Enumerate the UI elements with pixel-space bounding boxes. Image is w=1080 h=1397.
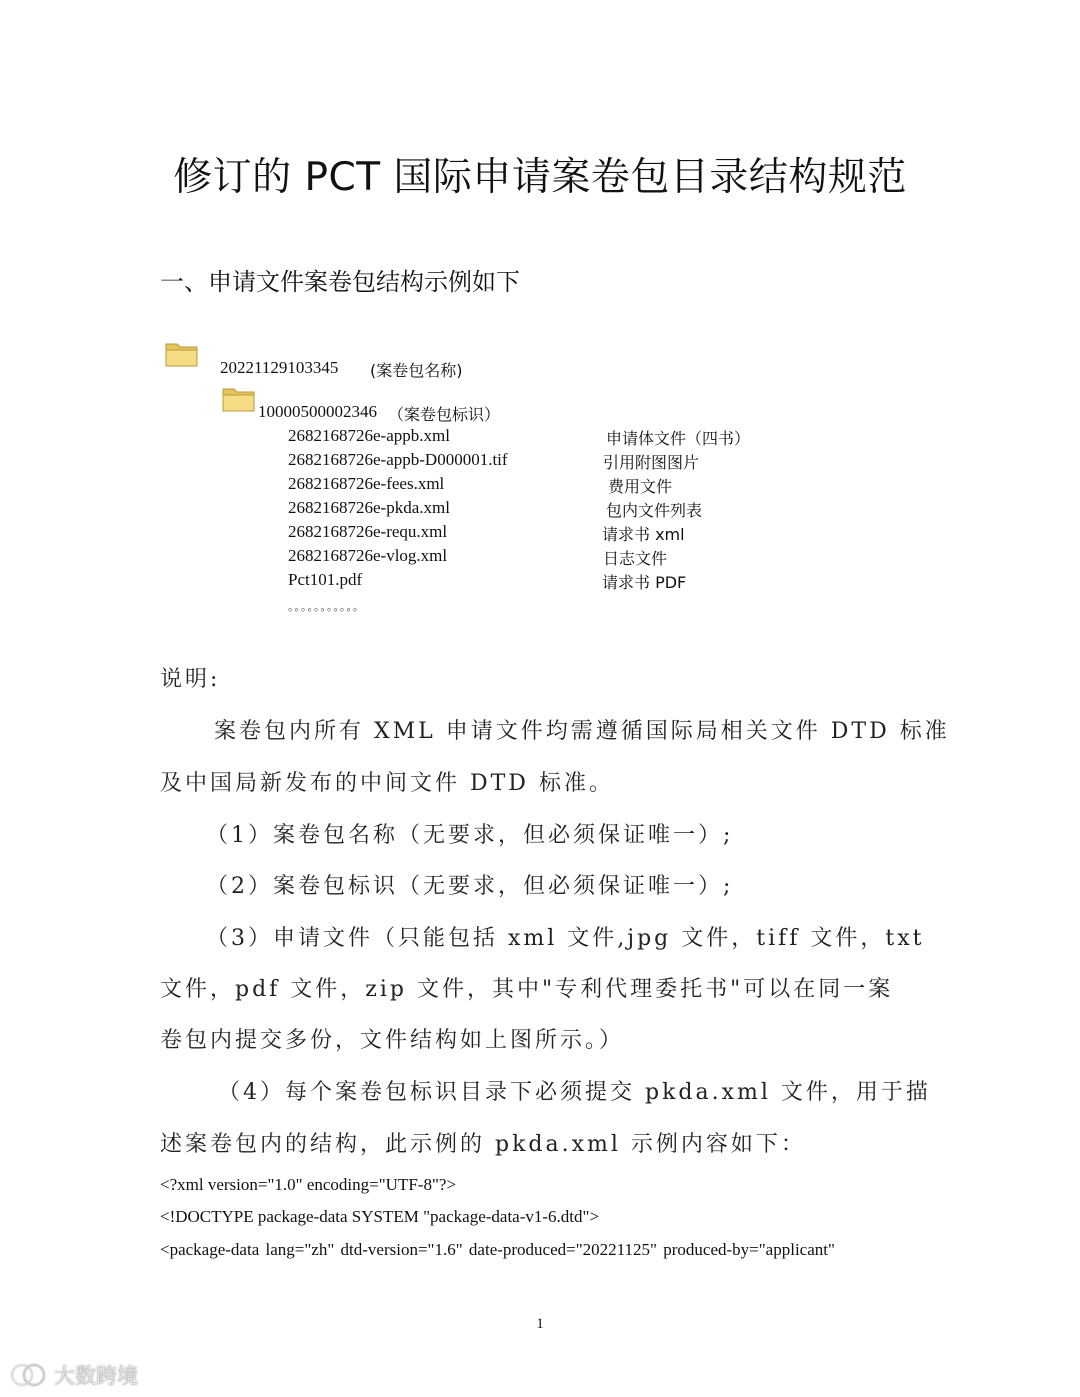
file-name: 2682168726e-fees.xml [288,474,445,493]
section-heading: 一、申请文件案卷包结构示例如下 [160,268,520,296]
watermark-text: 大数跨境 [54,1364,138,1388]
note-line: 述案卷包内的结构，此示例的 pkda.xml 示例内容如下： [160,1132,806,1157]
file-name: 2682168726e-appb-D000001.tif [288,450,508,469]
note-line: （4）每个案卷包标识目录下必须提交 pkda.xml 文件，用于描 [218,1080,931,1105]
folder-icon [165,340,199,368]
root-folder-name: 20221129103345 [220,358,339,377]
code-line: <!DOCTYPE package-data SYSTEM "package-data-v1-6.dtd"> [160,1207,600,1226]
file-desc: 引用附图图片 [603,453,700,472]
file-name: Pct101.pdf [288,570,363,589]
tree-ellipsis: 。。。。。。。。。。。 [288,601,365,613]
code-line: <package-data lang="zh" dtd-version="1.6" date-produced="20221125" produced-by="applicant" [160,1240,835,1259]
page-number: 1 [536,1316,544,1332]
note-line: 及中国局新发布的中间文件 DTD 标准。 [160,771,614,796]
note-line: 文件，pdf 文件，zip 文件，其中"专利代理委托书"可以在同一案 [160,977,894,1002]
note-line: 卷包内提交多份，文件结构如上图所示。） [160,1028,625,1053]
file-desc: 请求书 xml [602,525,685,544]
document-title: 修订的 PCT 国际申请案卷包目录结构规范 [173,155,907,200]
sub-folder-desc: （案卷包标识） [388,405,501,424]
file-desc: 日志文件 [603,549,668,568]
file-desc: 申请体文件（四书） [606,429,751,448]
file-name: 2682168726e-pkda.xml [288,498,450,517]
file-desc: 请求书 PDF [602,573,687,592]
notes-label: 说明: [160,667,221,692]
file-desc: 费用文件 [608,477,673,496]
root-folder-desc: (案卷包名称) [370,361,463,380]
file-name: 2682168726e-requ.xml [288,522,448,541]
sub-folder-name: 10000500002346 [258,402,377,421]
file-name: 2682168726e-vlog.xml [288,546,448,565]
note-line: （3）申请文件（只能包括 xml 文件,jpg 文件，tiff 文件，txt [206,926,925,951]
file-desc: 包内文件列表 [606,501,703,520]
note-line: （1）案卷包名称（无要求，但必须保证唯一）; [206,823,734,848]
note-line: （2）案卷包标识（无要求，但必须保证唯一）; [206,874,734,899]
code-line: <?xml version="1.0" encoding="UTF-8"?> [160,1175,457,1194]
watermark-logo-icon [8,1361,48,1389]
note-line: 案卷包内所有 XML 申请文件均需遵循国际局相关文件 DTD 标准 [214,719,950,744]
folder-icon [222,385,256,413]
watermark [8,1360,138,1390]
file-name: 2682168726e-appb.xml [288,426,450,445]
